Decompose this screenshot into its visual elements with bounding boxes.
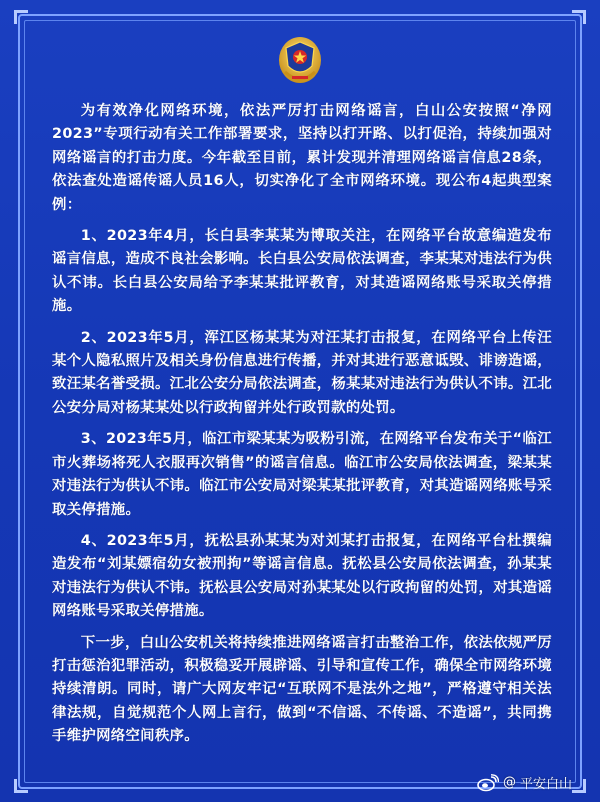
case-2-paragraph: 2、2023年5月，浑江区杨某某为对汪某打击报复，在网络平台上传汪某个人隐私照片及相关身份信息进行传播，并对其进行恶意诋毁、诽谤造谣，致汪某名誉受损。江北公安分局依法调查，杨某某对违法行为供认不讳。江北公安分局对杨某某处以行政拘留并处行政罚款的处罚。 [52, 329, 552, 416]
corner-ornament [14, 779, 28, 793]
case-4-paragraph: 4、2023年5月，抚松县孙某某为对刘某打击报复，在网络平台杜撰编造发布“刘某嫖宿幼女被刑拘”等谣言信息。抚松县公安局依法调查，孙某某对违法行为供认不讳。抚松县公安局对孙某某处以行政拘留的处罚，对其造谣网络账号采取关停措施。 [52, 532, 552, 620]
case-1-paragraph: 1、2023年4月，长白县李某某为博取关注，在网络平台故意编造发布谣言信息，造成不良社会影响。长白县公安局依法调查，李某某对违法行为供认不讳。长白县公安局给予李某某批评教育，对其造谣网络账号采取关停措施。 [52, 228, 552, 315]
watermark-account: 平安白山 [519, 777, 572, 792]
police-emblem-icon [277, 36, 323, 86]
weibo-icon [477, 774, 499, 792]
intro-paragraph: 为有效净化网络环境，依法严厉打击网络谣言，白山公安按照“净网2023”专项行动有关工作部署要求，坚持以打开路、以打促治，持续加强对网络谣言的打击力度。今年截至目前，累计发现并清理网络谣言信息28条，依法查处造谣传谣人员16人，切实净化了全市网络环境。现公布4起典型案例： [52, 103, 552, 213]
watermark-at: @ [502, 775, 516, 790]
weibo-watermark [477, 773, 572, 792]
corner-ornament [572, 10, 586, 24]
case-3-paragraph: 3、2023年5月，临江市梁某某为吸粉引流，在网络平台发布关于“临江市火葬场将死人衣服再次销售”的谣言信息。临江市公安局依法调查，梁某某对违法行为供认不讳。临江市公安局对梁某某批评教育，对其造谣网络账号采取关停措施。 [52, 431, 552, 518]
closing-paragraph: 下一步，白山公安机关将持续推进网络谣言打击整治工作，依法依规严厉打击惩治犯罪活动，积极稳妥开展辟谣、引导和宣传工作，确保全市网络环境持续清朗。同时，请广大网友牢记“互联网不是法外之地”，严格遵守相关法律法规，自觉规范个人网上言行，做到“不信谣、不传谣、不造谣”，共同携手维护网络空间秩序。 [52, 634, 552, 745]
announcement-body [52, 100, 552, 749]
corner-ornament [14, 10, 28, 24]
corner-ornament [572, 779, 586, 793]
